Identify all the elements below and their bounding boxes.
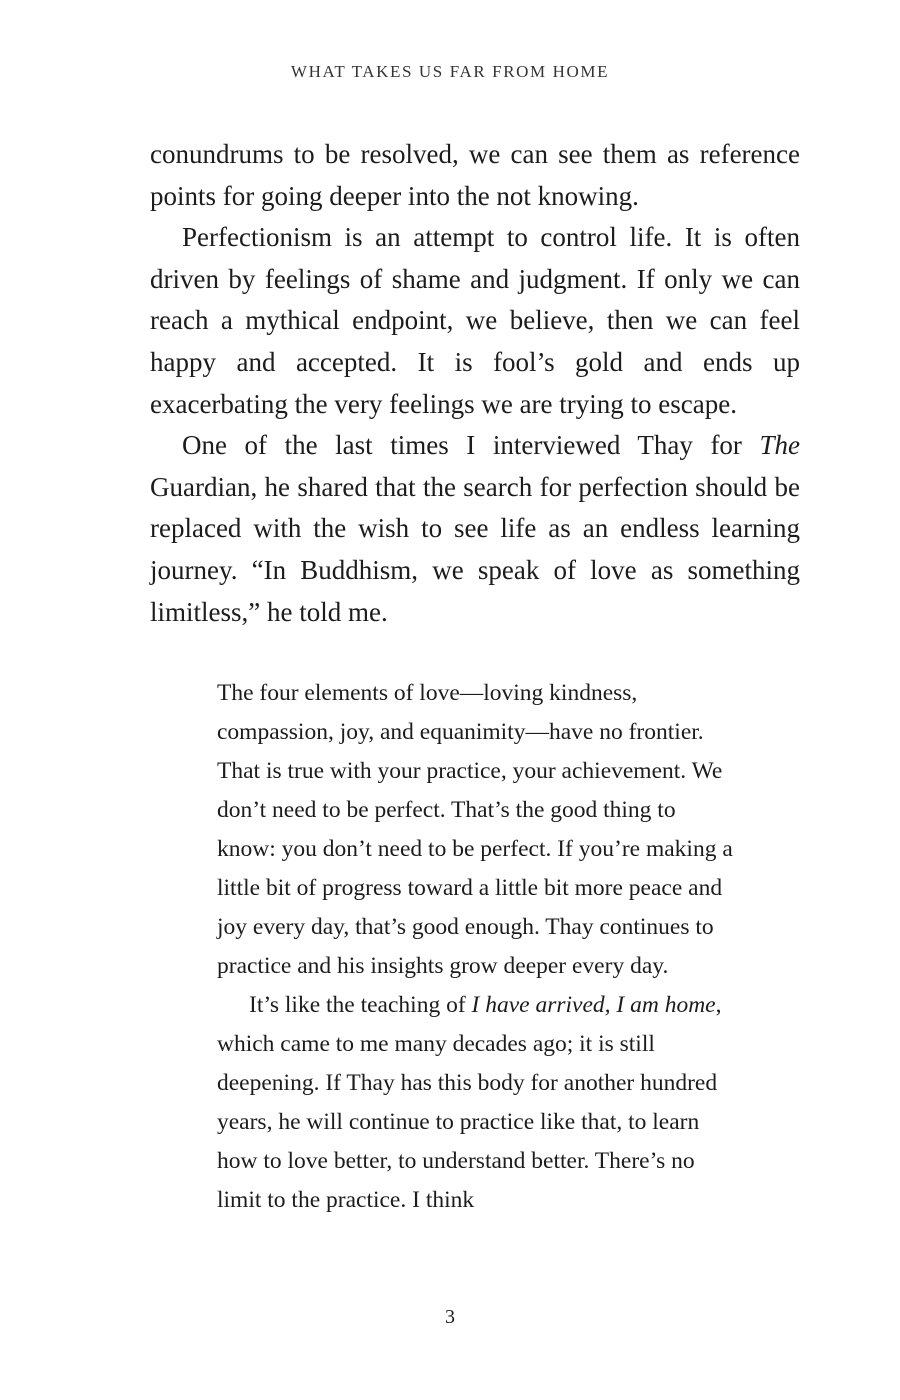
quote-paragraph-1: The four elements of love—loving kindness, compassion, joy, and equanimity—have no frontier. That is true with your practice, your achievement. We don’t need to be perfect. That’s the good thing to know: you don’t need to be perfect. If you’re making a little bit of progress toward a little bit more peace and joy every day, that’s good enough. Thay continues to practice and his insights grow deeper every day. — [217, 680, 733, 979]
block-quote — [217, 674, 737, 1220]
page-number: 3 — [445, 1306, 455, 1328]
quote-paragraph-2-start: It’s like the teaching of — [249, 992, 472, 1018]
main-text — [150, 134, 800, 633]
body-paragraph-3 — [150, 425, 800, 633]
body-paragraph-2: Perfectionism is an attempt to control life. It is often driven by feelings of shame and judgment. If only we can reach a mythical endpoint, we believe, then we can feel happy and accepted. It is fool’s gold and ends up exacerbating the very feelings we are trying to escape. — [150, 222, 800, 419]
body-paragraph-3-start: One of the last times I interviewed Thay for — [182, 430, 760, 461]
newspaper-title-italic: The — [759, 430, 800, 461]
body-paragraph-3-end: Guardian, he shared that the search for perfection should be replaced with the wish to see life as an endless learning journey. “In Buddhism, we speak of love as something limitless,” he told me. — [150, 471, 800, 627]
quote-paragraph-2-end: , which came to me many decades ago; it is still deepening. If Thay has this body for another hundred years, he will continue to practice like that, to learn how to love better, to understand better. There’s no limit to the practice. I think — [217, 992, 722, 1213]
teaching-title-italic: I have arrived, I am home — [471, 992, 716, 1018]
running-head: WHAT TAKES US FAR FROM HOME — [290, 62, 610, 81]
quote-paragraph-2 — [217, 986, 737, 1220]
body-paragraph-1: conundrums to be resolved, we can see them as reference points for going deeper into the not knowing. — [150, 139, 800, 211]
